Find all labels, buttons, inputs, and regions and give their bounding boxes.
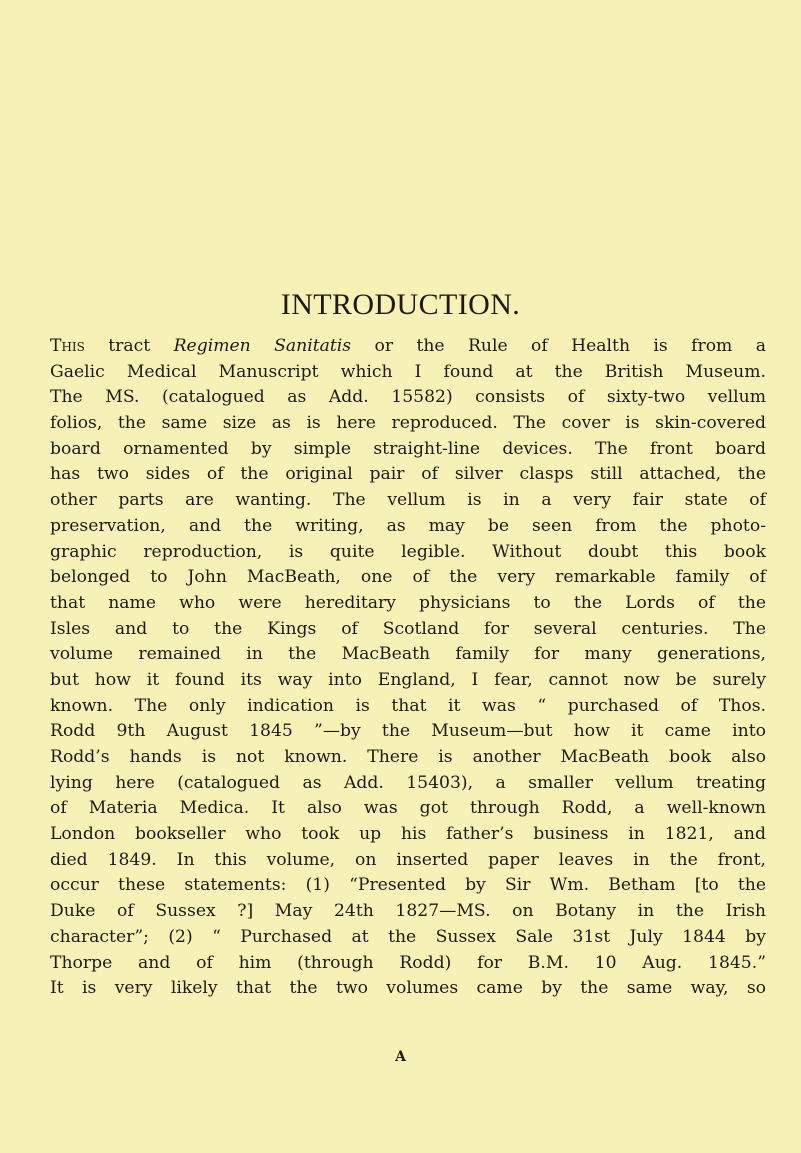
paragraph-line: has two sides of the original pair of silver clasps still attached, the xyxy=(50,464,766,485)
opening-word: This xyxy=(50,336,85,356)
paragraph-line: that name who were hereditary physicians to the Lords of the xyxy=(50,592,766,613)
italic-work-title: Regimen Sanitatis xyxy=(173,336,352,356)
paragraph-line: It is very likely that the two volumes came by the same way, so xyxy=(50,978,766,999)
paragraph-line: preservation, and the writing, as may be seen from the photo- xyxy=(50,515,766,536)
paragraph-line: character”; (2) “ Purchased at the Sussex Sale 31st July 1844 by xyxy=(50,926,766,947)
paragraph-line: Thorpe and of him (through Rodd) for B.M. 10 Aug. 1845.” xyxy=(50,952,766,973)
first-line-rest: or the Rule of Health is from a xyxy=(374,336,766,356)
paragraph-line: Rodd 9th August 1845 ”—by the Museum—but how it came into xyxy=(50,721,766,742)
paragraph-line: Isles and to the Kings of Scotland for several centuries. The xyxy=(50,618,766,639)
signature-mark: A xyxy=(395,1049,406,1065)
paragraph-line: of Materia Medica. It also was got through Rodd, a well-known xyxy=(50,798,766,819)
paragraph-line: belonged to John MacBeath, one of the very remarkable family of xyxy=(50,567,766,588)
paragraph-line: The MS. (catalogued as Add. 15582) consists of sixty-two vellum xyxy=(50,387,766,408)
page-title: INTRODUCTION. xyxy=(280,288,521,321)
paragraph-line: lying here (catalogued as Add. 15403), a smaller vellum treating xyxy=(50,772,766,793)
paragraph-line: graphic reproduction, is quite legible. Without doubt this book xyxy=(50,541,766,562)
paragraph-line: Rodd’s hands is not known. There is another MacBeath book also xyxy=(50,747,766,767)
paragraph-line: folios, the same size as is here reproduced. The cover is skin-covered xyxy=(50,413,766,434)
paragraph-line: occur these statements: (1) “Presented by Sir Wm. Betham [to the xyxy=(50,875,766,896)
paragraph-line-first: This tract Regimen Sanitatis or the Rule of Health is from a xyxy=(50,336,766,356)
paragraph-line: London bookseller who took up his father’s business in 1821, and xyxy=(50,824,766,845)
paragraph-line: volume remained in the MacBeath family for many generations, xyxy=(50,644,766,665)
paragraph-line: died 1849. In this volume, on inserted paper leaves in the front, xyxy=(50,849,766,870)
introduction-paragraph xyxy=(50,334,766,1002)
paragraph-line: board ornamented by simple straight-line devices. The front board xyxy=(50,438,766,459)
paragraph-line: known. The only indication is that it was “ purchased of Thos. xyxy=(50,695,766,716)
paragraph-line: other parts are wanting. The vellum is in a very fair state of xyxy=(50,490,766,511)
paragraph-line: but how it found its way into England, I fear, cannot now be surely xyxy=(50,669,766,690)
paragraph-line: Duke of Sussex ?] May 24th 1827—MS. on Botany in the Irish xyxy=(50,901,766,922)
paragraph-line: Gaelic Medical Manuscript which I found at the British Museum. xyxy=(50,361,766,382)
